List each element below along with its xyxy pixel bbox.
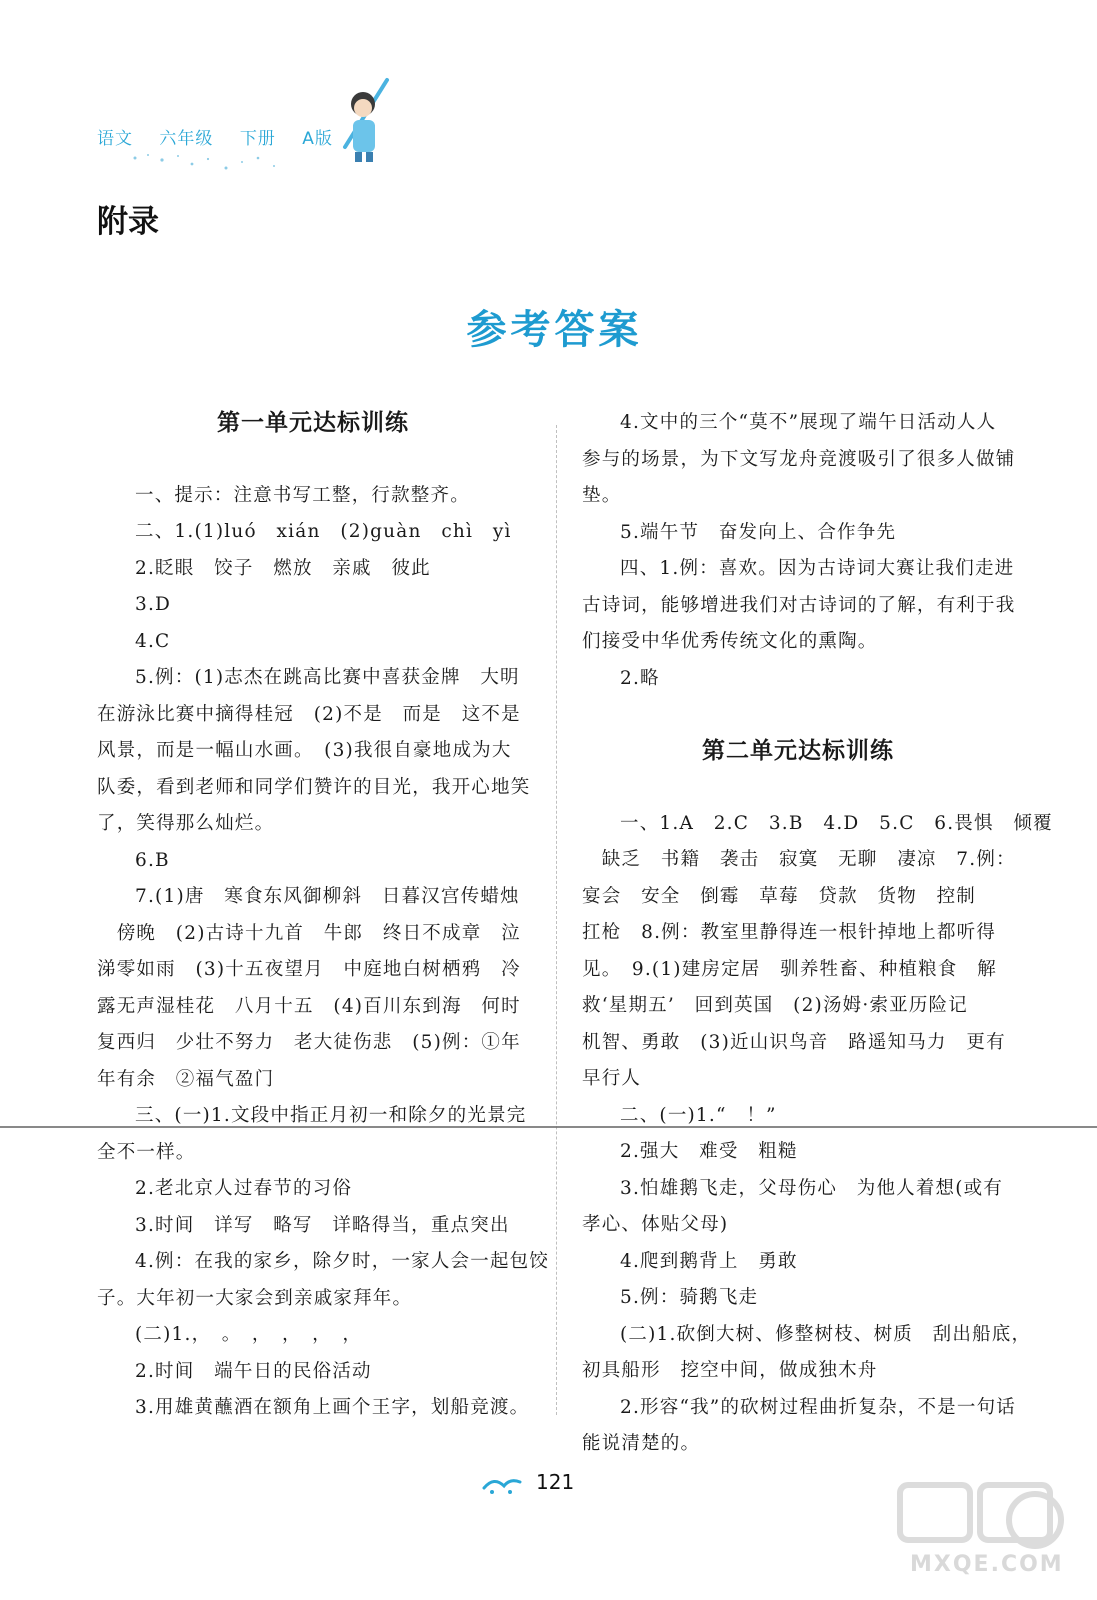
answer-line: 2.眨眼 饺子 燃放 亲戚 彼此 xyxy=(135,557,431,579)
answer-line: 风景，而是一幅山水画。 (3)我很自豪地成为大 xyxy=(97,740,512,761)
answer-line: 机智、勇敢 (3)近山识鸟音 路遥知马力 更有 xyxy=(582,1031,1006,1053)
answer-line: 3.时间 详写 略写 详略得当，重点突出 xyxy=(135,1214,510,1236)
appendix-heading: 附录 xyxy=(97,204,159,240)
answer-line: 宴会 安全 倒霉 草莓 贷款 货物 控制 xyxy=(582,885,977,907)
answer-line: 三、(一)1.文段中指正月初一和除夕的光景完 xyxy=(135,1105,527,1126)
answer-line: 2.强大 难受 粗糙 xyxy=(620,1141,798,1162)
answer-line: 3.D xyxy=(135,594,172,615)
answer-line: 古诗词，能够增进我们对古诗词的了解，有利于我 xyxy=(582,594,1016,616)
answer-line: 四、1.例：喜欢。因为古诗词大赛让我们走进 xyxy=(620,558,1015,579)
column-divider xyxy=(556,425,557,1415)
answer-line: 能说清楚的。 xyxy=(582,1433,701,1454)
answer-line: 队委，看到老师和同学们赞许的目光，我开心地笑 xyxy=(97,776,531,798)
answer-line: 复西归 少壮不努力 老大徒伤悲 (5)例：①年 xyxy=(97,1032,521,1053)
answer-line: 在游泳比赛中摘得桂冠 (2)不是 而是 这不是 xyxy=(97,703,521,725)
answer-line: 救‘星期五’ 回到英国 (2)汤姆·索亚历险记 xyxy=(582,995,968,1016)
answer-line: 年有余 ②福气盈门 xyxy=(97,1068,275,1090)
answer-line: 7.(1)唐 寒食东风御柳斜 日暮汉宫传蜡烛 xyxy=(135,886,520,907)
tag-subject: 语文 xyxy=(97,129,133,149)
answer-line: 们接受中华优秀传统文化的熏陶。 xyxy=(582,631,878,652)
tag-edition: A版 xyxy=(302,129,333,149)
answer-line: 参与的场景，为下文写龙舟竞渡吸引了很多人做铺 xyxy=(582,448,1016,470)
tag-volume: 下册 xyxy=(239,129,276,149)
answer-line: 早行人 xyxy=(582,1068,642,1089)
answer-line: 见。 9.(1)建房定居 驯养牲畜、种植粮食 解 xyxy=(582,958,997,980)
answer-line: 二、1.(1)luó xián (2)guàn chì yì xyxy=(135,521,512,542)
tag-grade: 六年级 xyxy=(159,129,214,149)
answer-line: 2.形容“我”的砍树过程曲折复杂，不是一句话 xyxy=(620,1396,1016,1418)
spacer xyxy=(582,770,1014,806)
watermark-text: MXQE.COM xyxy=(910,1552,1064,1577)
mascot-icon xyxy=(335,72,395,172)
answer-line: 5.端午节 奋发向上、合作争先 xyxy=(620,521,897,543)
answer-line: 4.C xyxy=(135,630,171,652)
answer-line: 傍晚 (2)古诗十九首 牛郎 终日不成章 泣 xyxy=(97,922,521,944)
answer-line: 3.用雄黄蘸酒在额角上画个王字，划船竞渡。 xyxy=(135,1397,530,1418)
answer-line: 孝心、体贴父母) xyxy=(582,1214,729,1235)
answer-line: 5.例：骑鹅飞走 xyxy=(620,1287,759,1308)
answer-line: 4.例：在我的家乡，除夕时，一家人会一起包饺 xyxy=(135,1251,550,1272)
section-title: 第一单元达标训练 xyxy=(217,409,409,436)
answer-line: 一、提示：注意书写工整，行款整齐。 xyxy=(135,484,470,506)
answer-line: 6.B xyxy=(135,849,170,871)
answer-line: 2.时间 端午日的民俗活动 xyxy=(135,1360,372,1382)
answer-line: 5.例：(1)志杰在跳高比赛中喜获金牌 大明 xyxy=(135,667,520,688)
answer-line: (二)1.砍倒大树、修整树枝、树质 刮出船底， xyxy=(620,1323,1032,1345)
answer-line: 2.略 xyxy=(620,667,660,689)
answer-line: 了，笑得那么灿烂。 xyxy=(97,813,275,834)
answer-line: 垫。 xyxy=(582,485,622,506)
bird-decoration-icon xyxy=(480,1472,530,1498)
header-tags xyxy=(97,124,353,149)
decorative-dots-icon xyxy=(130,150,290,180)
spacer xyxy=(97,442,529,478)
answer-line: 4.爬到鹅背上 勇敢 xyxy=(620,1250,798,1272)
answer-line: 3.怕雄鹅飞走，父母伤心 为他人着想(或有 xyxy=(620,1177,1004,1199)
page-title: 参考答案 xyxy=(466,306,643,353)
answer-line: 初具船形 挖空中间，做成独木舟 xyxy=(582,1360,878,1381)
answer-line: 4.文中的三个“莫不”展现了端午日活动人人 xyxy=(620,412,997,433)
answer-line: 露无声湿桂花 八月十五 (4)百川东到海 何时 xyxy=(97,995,521,1017)
answer-line: 二、(一)1.“ ！” xyxy=(620,1104,777,1126)
answer-line: 子。大年初一大家会到亲戚家拜年。 xyxy=(97,1287,413,1309)
right-column xyxy=(582,405,1053,1463)
answer-line: 缺乏 书籍 袭击 寂寞 无聊 凄凉 7.例： xyxy=(582,849,1016,870)
section-title: 第二单元达标训练 xyxy=(702,737,894,764)
answer-line: 一、1.A 2.C 3.B 4.D 5.C 6.畏惧 倾覆 xyxy=(620,812,1053,834)
answer-line: 涕零如雨 (3)十五夜望月 中庭地白树栖鸦 冷 xyxy=(97,959,521,980)
answer-line: 扛枪 8.例：教室里静得连一根针掉地上都听得 xyxy=(582,922,997,943)
answer-line: 全不一样。 xyxy=(97,1141,196,1163)
left-column xyxy=(97,405,550,1427)
spacer xyxy=(582,697,1014,733)
scan-fold-line xyxy=(0,1126,1097,1128)
page-number: 121 xyxy=(536,1470,575,1494)
answer-line: 2.老北京人过春节的习俗 xyxy=(135,1178,353,1199)
answer-line: (二)1.， 。 ， ， ， ， xyxy=(135,1324,363,1345)
